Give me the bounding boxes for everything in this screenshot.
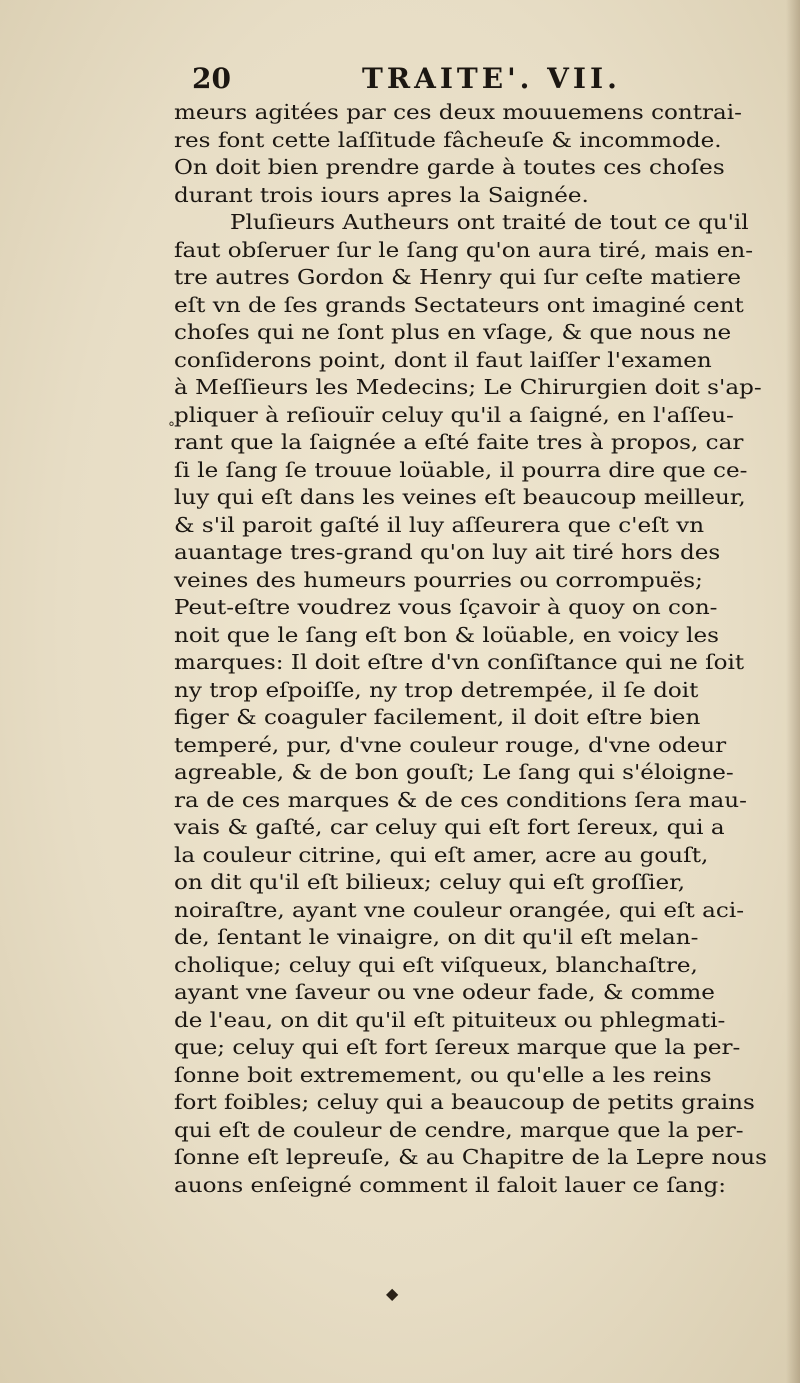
text-line: faut obſeruer ſur le ſang qu'on aura tiré, mais en- xyxy=(174,237,754,262)
text-line: res font cette laſſitude fâcheuſe & incommode. xyxy=(174,127,722,152)
signature-mark: ◆ xyxy=(386,1284,399,1303)
text-line: Peut-eſtre voudrez vous ſçavoir à quoy on con- xyxy=(174,595,718,619)
text-line: ny trop eſpoiſſe, ny trop detrempée, il ſe doit xyxy=(174,677,699,702)
text-line: durant trois iours apres la Saignée. xyxy=(174,182,589,207)
text-line: pliquer à reſiouïr celuy qu'il a ſaigné, en l'aſſeu- xyxy=(174,402,734,427)
text-line: luy qui eſt dans les veines eſt beaucoup meilleur, xyxy=(174,485,746,509)
text-line: qui eſt de couleur de cendre, marque que la per- xyxy=(174,1117,744,1142)
text-line: eſt vn de ſes grands Sectateurs ont imaginé cent xyxy=(174,292,744,317)
text-line: conſiderons point, dont il faut laiſſer l'examen xyxy=(174,347,712,372)
text-line: Pluſieurs Autheurs ont traité de tout ce qu'il xyxy=(230,210,749,234)
text-line: On doit bien prendre garde à toutes ces choſes xyxy=(174,155,725,179)
text-line: ayant vne ſaveur ou vne odeur fade, & comme xyxy=(174,980,715,1004)
text-line: ſonne boit extremement, ou qu'elle a les reins xyxy=(174,1062,712,1087)
text-line: noiraſtre, ayant vne couleur orangée, qui eſt aci- xyxy=(174,897,744,922)
text-line: on dit qu'il eſt bilieux; celuy qui eſt groſſier, xyxy=(174,870,686,894)
text-line: choſes qui ne ſont plus en vſage, & que nous ne xyxy=(174,320,732,344)
text-line: marques: Il doit eſtre d'vn conſiſtance qui ne ſoit xyxy=(174,650,745,674)
text-line: fort foibles; celuy qui a beaucoup de petits grains xyxy=(174,1090,755,1114)
body-text xyxy=(174,99,794,1199)
text-line: de, ſentant le vinaigre, on dit qu'il eſt melan- xyxy=(174,925,699,949)
text-line: ra de ces marques & de ces conditions ſera mau- xyxy=(174,787,747,812)
text-line: auons enſeigné comment il faloit lauer ce ſang: xyxy=(174,1172,727,1197)
text-line: cholique; celuy qui eſt viſqueux, blanchaſtre, xyxy=(174,952,698,977)
text-line: de l'eau, on dit qu'il eſt pituiteux ou phlegmati- xyxy=(174,1007,726,1032)
text-line: figer & coaguler facilement, il doit eſtre bien xyxy=(174,705,701,729)
text-line: temperé, pur, d'vne couleur rouge, d'vne odeur xyxy=(174,732,727,757)
text-line: à Meſſieurs les Medecins; Le Chirurgien doit s'ap- xyxy=(174,375,762,399)
text-line: tre autres Gordon & Henry qui ſur ceſte matiere xyxy=(174,265,742,289)
text-line: meurs agitées par ces deux mouuemens contrai- xyxy=(174,100,742,124)
running-title: TRAITE'. VII. xyxy=(362,62,621,95)
text-line: rant que la ſaignée a eſté faite tres à propos, car xyxy=(174,430,744,454)
text-line: noit que le ſang eſt bon & loüable, en voicy les xyxy=(174,622,720,647)
text-line: vais & gaſté, car celuy qui eſt fort ſereux, qui a xyxy=(174,815,725,839)
text-line: auantage tres-grand qu'on luy ait tiré hors des xyxy=(174,540,721,564)
page-header xyxy=(192,62,642,98)
text-line: & s'il paroit gaſté il luy aſſeurera que c'eſt vn xyxy=(174,512,705,537)
margin-mark: ° xyxy=(168,420,175,436)
page-number: 20 xyxy=(192,62,231,95)
text-line: agreable, & de bon gouſt; Le ſang qui s'éloigne- xyxy=(174,760,734,784)
text-line: que; celuy qui eſt fort ſereux marque que la per- xyxy=(174,1035,741,1059)
text-line: ſi le ſang ſe trouue loüable, il pourra dire que ce- xyxy=(174,457,748,482)
text-line: ſonne eſt lepreuſe, & au Chapitre de la Lepre nous xyxy=(174,1145,767,1169)
text-line: la couleur citrine, qui eſt amer, acre au gouſt, xyxy=(174,842,709,867)
text-line: veines des humeurs pourries ou corrompuës; xyxy=(174,567,703,592)
